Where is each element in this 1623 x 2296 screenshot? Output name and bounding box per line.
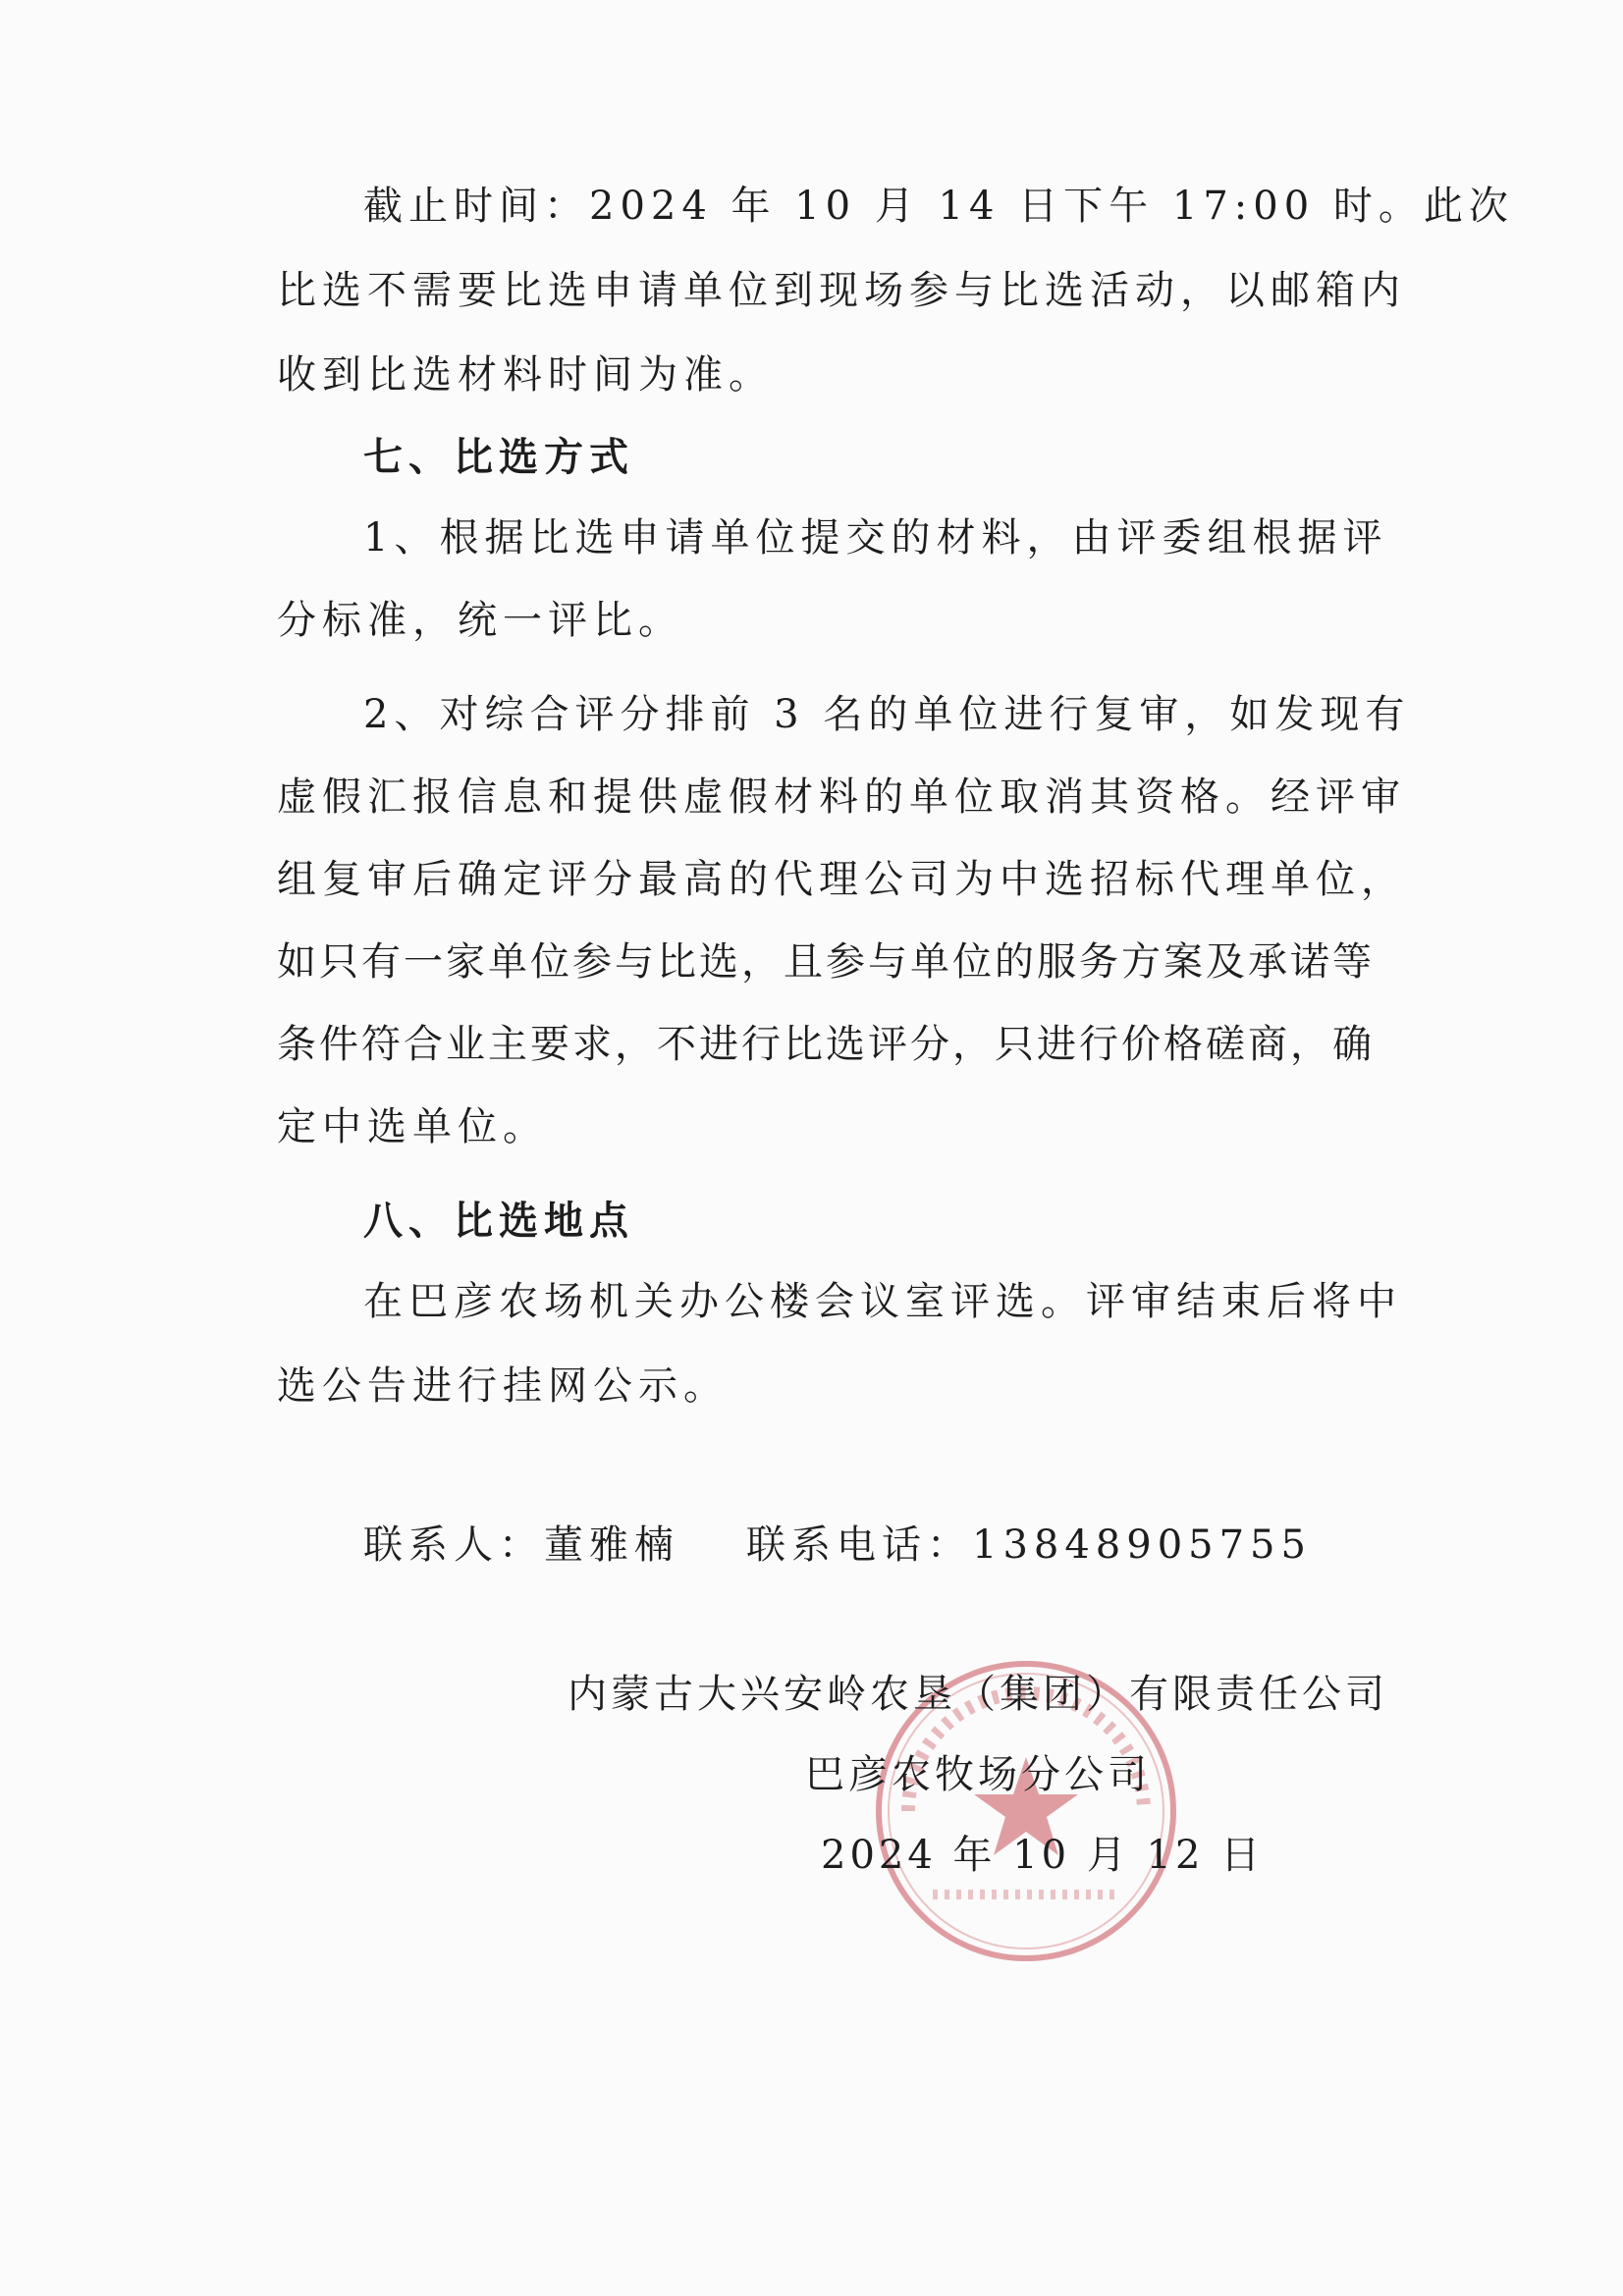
section-heading-7: 七、比选方式 [363,434,634,480]
contact-phone: 联系电话：13848905755 [746,1522,1312,1568]
contact-person: 联系人：董雅楠 [363,1522,679,1568]
paragraph-line: 分标准，统一评比。 [277,598,683,643]
paragraph-line: 选公告进行挂网公示。 [277,1363,729,1409]
paragraph-line: 组复审后确定评分最高的代理公司为中选招标代理单位， [277,857,1406,902]
paragraph-line: 定中选单位。 [277,1104,548,1149]
signature-branch: 巴彦农牧场分公司 [805,1752,1151,1797]
paragraph-line: 1、根据比选申请单位提交的材料，由评委组根据评 [363,515,1388,561]
paragraph-line: 在巴彦农场机关办公楼会议室评选。评审结束后将中 [363,1279,1402,1324]
paragraph-line: 条件符合业主要求，不进行比选评分，只进行价格磋商，确 [277,1022,1375,1067]
section-heading-8: 八、比选地点 [363,1198,634,1244]
paragraph-line: 收到比选材料时间为准。 [277,352,774,398]
paragraph-line: 2、对综合评分排前 3 名的单位进行复审，如发现有 [363,692,1411,737]
paragraph-line: 截止时间：2024 年 10 月 14 日下午 17:00 时。此次 [363,184,1514,229]
signature-company: 内蒙古大兴安岭农垦（集团）有限责任公司 [568,1672,1388,1717]
paragraph-line: 比选不需要比选申请单位到现场参与比选活动，以邮箱内 [277,268,1406,313]
paragraph-line: 如只有一家单位参与比选，且参与单位的服务方案及承诺等 [277,939,1375,985]
signature-date: 2024 年 10 月 12 日 [821,1833,1265,1878]
paragraph-line: 虚假汇报信息和提供虚假材料的单位取消其资格。经评审 [277,774,1406,820]
